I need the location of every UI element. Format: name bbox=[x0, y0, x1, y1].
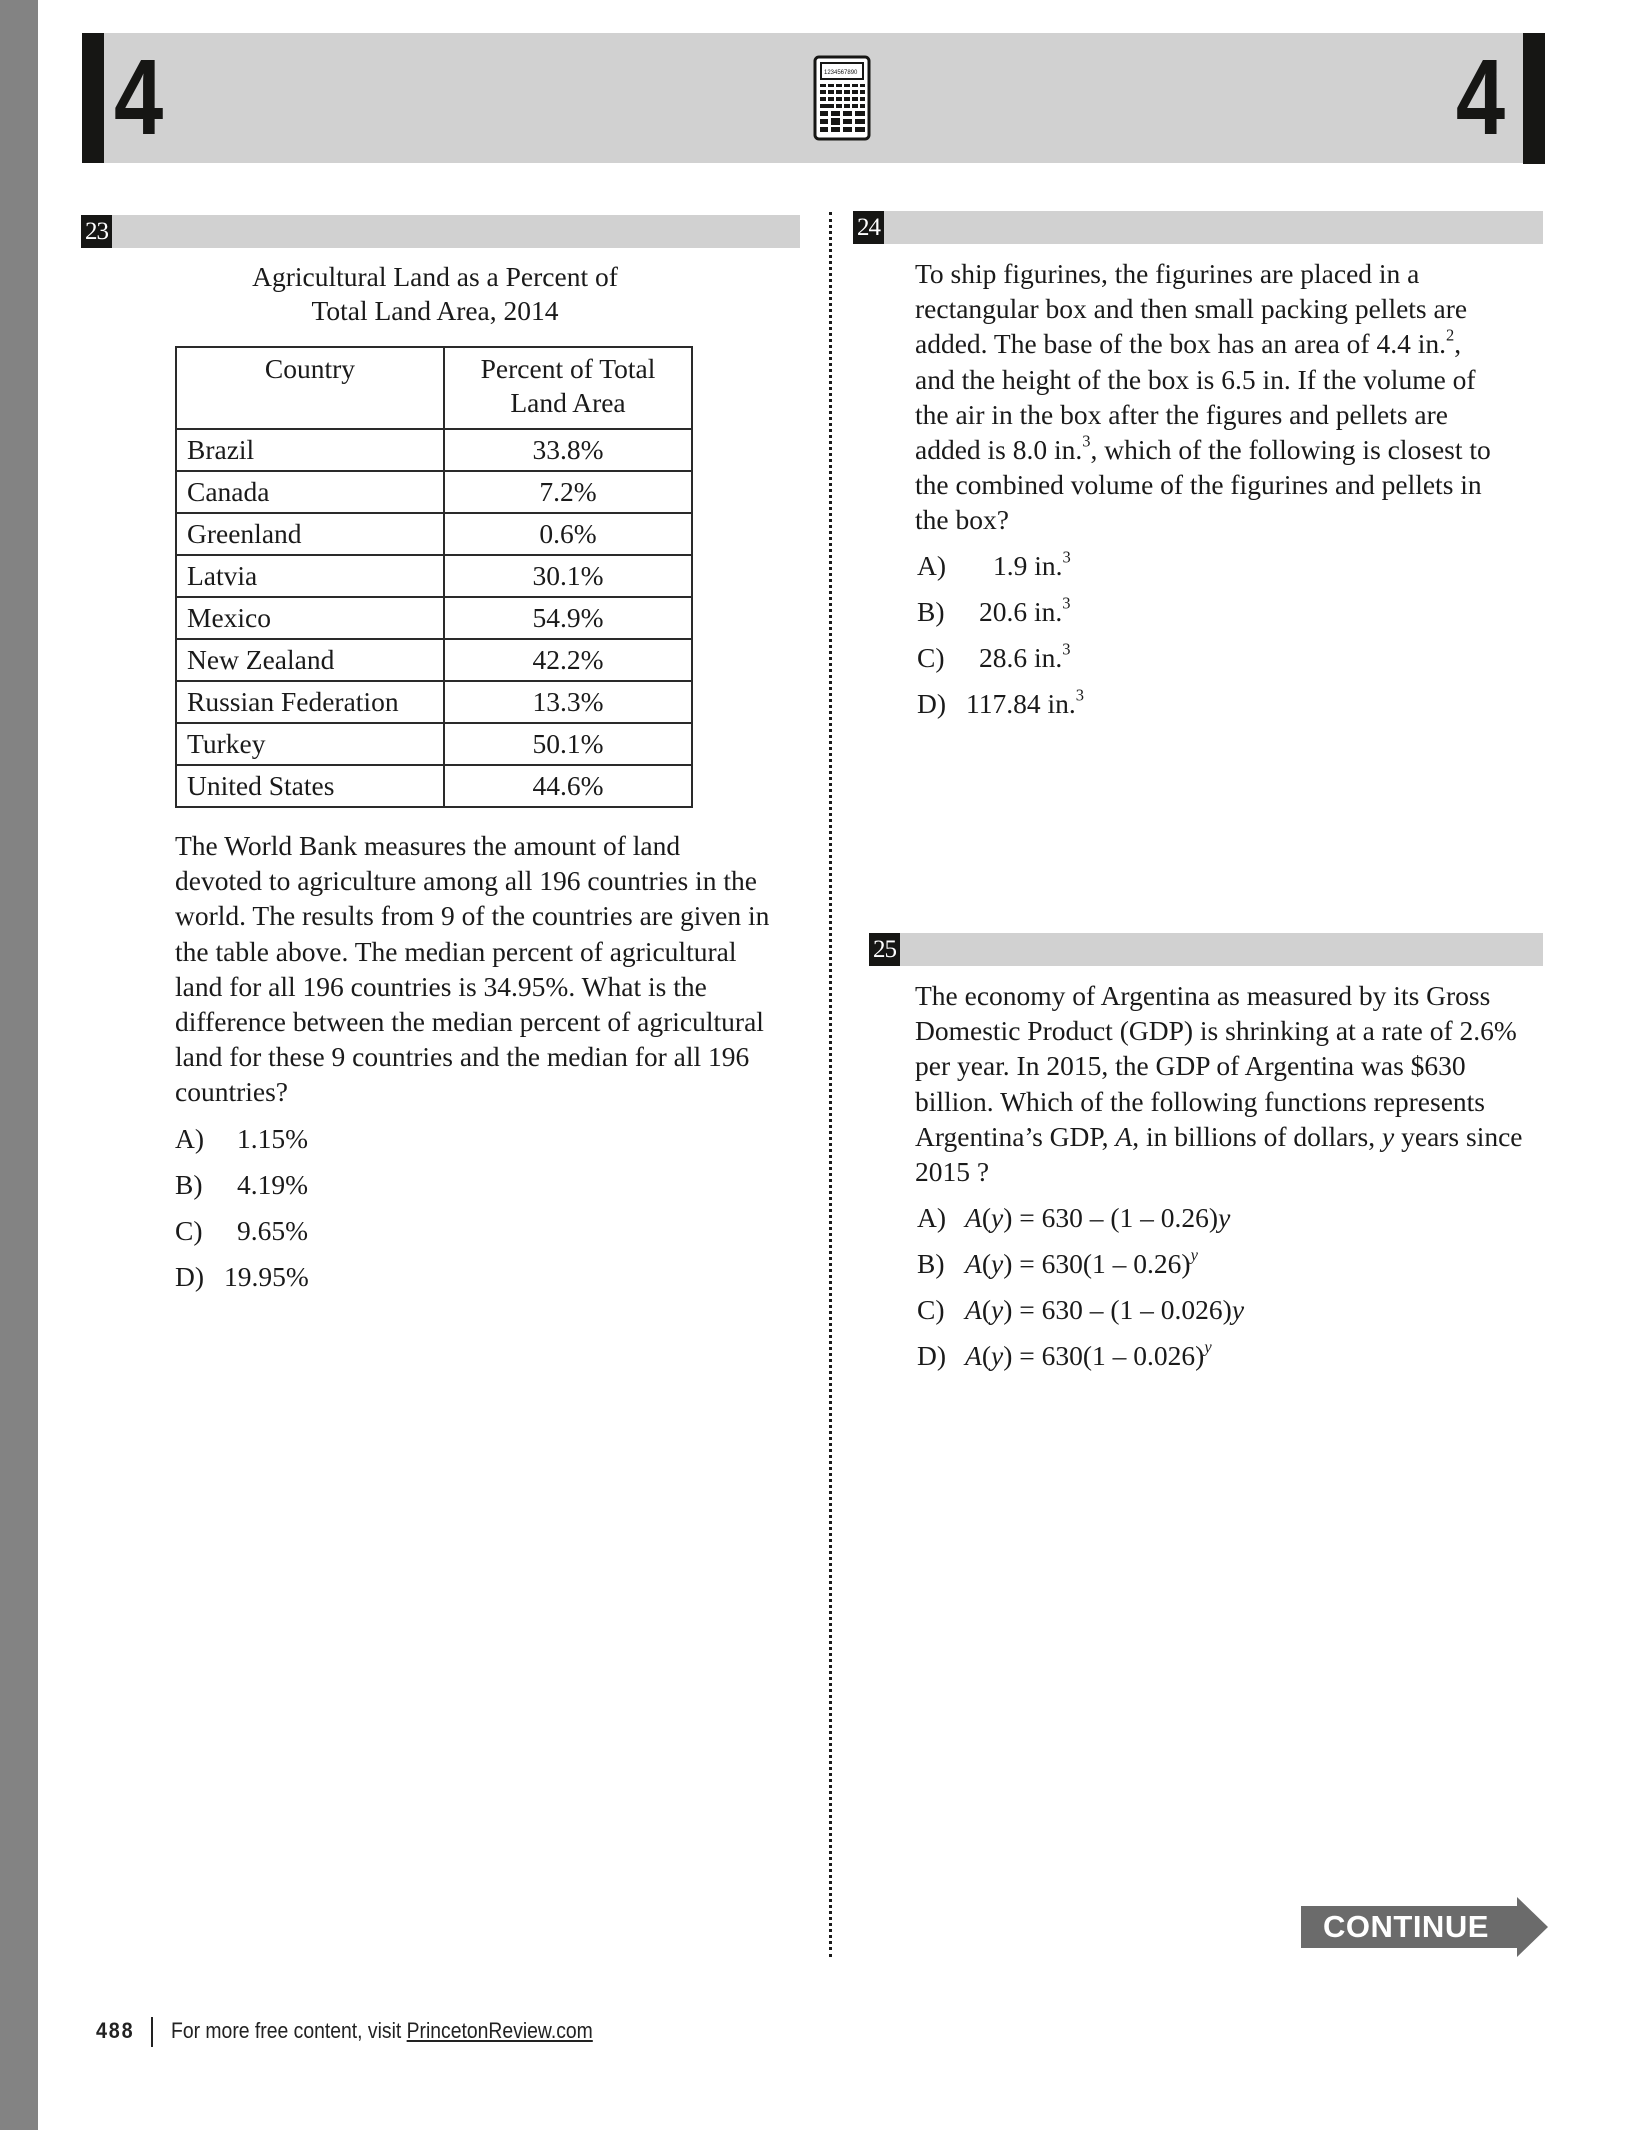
variable: A bbox=[965, 1202, 982, 1233]
page-footer bbox=[96, 2014, 650, 2048]
stem-line bbox=[915, 432, 1555, 467]
exponent: y bbox=[1190, 1245, 1198, 1265]
stem-line: per year. In 2015, the GDP of Argentina was $630 bbox=[915, 1050, 1466, 1082]
answer-choice-b[interactable] bbox=[917, 1241, 1417, 1287]
variable: y bbox=[990, 1248, 1004, 1279]
question-24-bar bbox=[853, 211, 1543, 244]
answer-choice-c[interactable] bbox=[917, 635, 1217, 681]
column-header-percent bbox=[444, 347, 692, 429]
variable: y bbox=[990, 1202, 1004, 1233]
percent-cell: 7.2% bbox=[444, 471, 692, 513]
answer-choice-a[interactable] bbox=[917, 543, 1217, 589]
country-cell: Latvia bbox=[176, 555, 444, 597]
question-23-bar bbox=[81, 215, 800, 248]
superscript: 2 bbox=[1445, 326, 1455, 346]
variable: A bbox=[965, 1248, 982, 1279]
stem-text: Argentina’s GDP, bbox=[915, 1120, 1116, 1152]
answer-choice-a[interactable] bbox=[917, 1195, 1417, 1241]
answer-choice-d[interactable] bbox=[917, 1333, 1417, 1379]
table-row bbox=[176, 765, 692, 807]
country-cell: United States bbox=[176, 765, 444, 807]
country-cell: Greenland bbox=[176, 513, 444, 555]
choice-value bbox=[993, 543, 1071, 589]
variable: y bbox=[1382, 1120, 1395, 1152]
choice-letter: C) bbox=[917, 642, 945, 673]
answer-choice-d[interactable] bbox=[175, 1254, 475, 1300]
choice-value: 19.95% bbox=[224, 1261, 309, 1292]
question-25-choices bbox=[917, 1195, 1417, 1379]
agricultural-land-table bbox=[175, 346, 693, 808]
stem-text: added is 8.0 in. bbox=[915, 434, 1083, 466]
stem-line: rectangular box and then small packing pellets are bbox=[915, 293, 1468, 325]
stem-line: world. The results from 9 of the countries are given in bbox=[175, 900, 770, 932]
superscript: 3 bbox=[1062, 593, 1071, 613]
choice-value: 4.19% bbox=[237, 1169, 309, 1200]
question-25-stem bbox=[915, 978, 1555, 1189]
table-row bbox=[176, 429, 692, 471]
table-row bbox=[176, 471, 692, 513]
choice-letter: B) bbox=[917, 1248, 945, 1279]
stem-line: The World Bank measures the amount of land bbox=[175, 830, 681, 861]
stem-line: land for all 196 countries is 34.95%. What is the bbox=[175, 970, 707, 1002]
stem-line: devoted to agriculture among all 196 countries in the bbox=[175, 865, 757, 897]
stem-line: billion. Which of the following functions represents bbox=[915, 1085, 1486, 1117]
stem-line: 2015 ? bbox=[915, 1156, 990, 1188]
svg-text:1234567890: 1234567890 bbox=[824, 70, 858, 76]
column-header-country: Country bbox=[176, 347, 444, 429]
variable: A bbox=[965, 1294, 982, 1325]
country-cell: Turkey bbox=[176, 723, 444, 765]
princeton-review-link[interactable]: PrincetonReview.com bbox=[406, 2018, 593, 2043]
column-divider bbox=[829, 212, 832, 1957]
answer-choice-b[interactable] bbox=[917, 589, 1217, 635]
section-header-band bbox=[82, 33, 1545, 163]
stem-line: and the height of the box is 6.5 in. If the volume of bbox=[915, 363, 1476, 395]
calculator-icon bbox=[813, 55, 871, 141]
footer-promo-text: For more free content, visit bbox=[170, 2018, 407, 2043]
expression: = 630(1 – 0.026) bbox=[1012, 1340, 1205, 1371]
stem-line: countries? bbox=[175, 1076, 289, 1108]
percent-cell: 44.6% bbox=[444, 765, 692, 807]
table-row bbox=[176, 681, 692, 723]
variable: y bbox=[1231, 1294, 1245, 1325]
percent-cell: 54.9% bbox=[444, 597, 692, 639]
choice-letter: A) bbox=[917, 1202, 947, 1233]
expression: = 630(1 – 0.26) bbox=[1012, 1248, 1191, 1279]
question-25-bar bbox=[869, 933, 1543, 966]
stem-line: the combined volume of the figurines and pellets in bbox=[915, 469, 1482, 501]
country-cell: Brazil bbox=[176, 429, 444, 471]
choice-value: A(y) = 630 – (1 – 0.026)y bbox=[965, 1294, 1245, 1325]
table-row bbox=[176, 555, 692, 597]
question-number-24: 24 bbox=[853, 211, 884, 244]
choice-letter: A) bbox=[917, 550, 947, 581]
superscript: 3 bbox=[1062, 639, 1071, 659]
table-header-row bbox=[176, 347, 692, 429]
page-edge-strip bbox=[0, 0, 38, 2130]
table-row bbox=[176, 597, 692, 639]
stem-line: the table above. The median percent of agricultural bbox=[175, 935, 737, 967]
expression: = 630 – (1 – 0.026) bbox=[1012, 1294, 1232, 1325]
choice-letter: B) bbox=[917, 596, 945, 627]
choice-letter: D) bbox=[917, 688, 947, 719]
country-cell: Mexico bbox=[176, 597, 444, 639]
variable: y bbox=[990, 1294, 1004, 1325]
question-24-stem bbox=[915, 256, 1555, 538]
stem-line: the air in the box after the figures and pellets are bbox=[915, 398, 1448, 430]
variable: A bbox=[965, 1340, 982, 1371]
question-23-choices bbox=[175, 1116, 475, 1300]
choice-letter: D) bbox=[175, 1261, 205, 1292]
table-row bbox=[176, 513, 692, 555]
table-row bbox=[176, 723, 692, 765]
choice-value bbox=[979, 589, 1071, 635]
choice-letter: C) bbox=[175, 1215, 203, 1246]
stem-text: , which of the following is closest to bbox=[1090, 434, 1491, 466]
footer-separator bbox=[151, 2017, 153, 2047]
question-23-stem bbox=[175, 828, 815, 1110]
percent-cell: 30.1% bbox=[444, 555, 692, 597]
choice-text: 117.84 in. bbox=[966, 688, 1076, 719]
choice-value: A(y) = 630 – (1 – 0.26)y bbox=[965, 1202, 1231, 1233]
country-cell: Canada bbox=[176, 471, 444, 513]
continue-arrow bbox=[1301, 1897, 1548, 1957]
column-header-percent-line-2: Land Area bbox=[510, 387, 626, 418]
choice-text: 1.9 in. bbox=[993, 550, 1063, 581]
stem-line: difference between the median percent of agricultural bbox=[175, 1006, 764, 1038]
page-number: 488 bbox=[96, 2018, 135, 2043]
variable: A bbox=[1115, 1120, 1133, 1152]
stem-line: the box? bbox=[915, 504, 1009, 536]
stem-line bbox=[915, 326, 1555, 361]
superscript: 3 bbox=[1062, 547, 1071, 567]
section-number-left: 4 bbox=[114, 36, 164, 157]
stem-line: To ship figurines, the figurines are placed in a bbox=[915, 258, 1420, 289]
choice-text: 28.6 in. bbox=[979, 642, 1063, 673]
answer-choice-c[interactable] bbox=[917, 1287, 1417, 1333]
choice-text: 20.6 in. bbox=[979, 596, 1063, 627]
choice-letter: B) bbox=[175, 1169, 203, 1200]
variable: y bbox=[1218, 1202, 1231, 1233]
percent-cell: 33.8% bbox=[444, 429, 692, 471]
answer-choice-a[interactable] bbox=[175, 1116, 475, 1162]
stem-text: added. The base of the box has an area of 4.4 in. bbox=[915, 328, 1446, 360]
superscript: 3 bbox=[1082, 431, 1091, 451]
choice-value: 1.15% bbox=[237, 1123, 309, 1154]
expression: = 630 – (1 – 0.26) bbox=[1012, 1202, 1219, 1233]
choice-letter: A) bbox=[175, 1123, 205, 1154]
stem-text: , in billions of dollars, bbox=[1132, 1120, 1383, 1152]
stem-line: The economy of Argentina as measured by its Gross bbox=[915, 980, 1491, 1011]
question-number-23: 23 bbox=[81, 215, 112, 248]
choice-value: A(y) = 630(1 – 0.26)$^y$ bbox=[965, 1245, 1198, 1279]
choice-value: A(y) = 630(1 – 0.026)$^y$ bbox=[965, 1337, 1212, 1371]
choice-letter: C) bbox=[917, 1294, 945, 1325]
continue-label: CONTINUE bbox=[1323, 1909, 1489, 1944]
stem-line bbox=[915, 1119, 1555, 1154]
footer-text bbox=[171, 2014, 593, 2048]
choice-value bbox=[979, 635, 1071, 681]
percent-cell: 13.3% bbox=[444, 681, 692, 723]
stem-line: land for these 9 countries and the median for all 196 bbox=[175, 1041, 750, 1073]
percent-cell: 50.1% bbox=[444, 723, 692, 765]
choice-value bbox=[966, 681, 1084, 727]
choice-letter: D) bbox=[917, 1340, 947, 1371]
stem-line: Domestic Product (GDP) is shrinking at a rate of 2.6% bbox=[915, 1015, 1517, 1047]
country-cell: Russian Federation bbox=[176, 681, 444, 723]
answer-choice-b[interactable] bbox=[175, 1162, 475, 1208]
table-title-line-2: Total Land Area, 2014 bbox=[311, 295, 559, 326]
table-row bbox=[176, 639, 692, 681]
header-bar-left bbox=[82, 33, 104, 163]
question-24-choices bbox=[917, 543, 1217, 727]
answer-choice-d[interactable] bbox=[917, 681, 1217, 727]
variable: y bbox=[990, 1340, 1004, 1371]
country-cell: New Zealand bbox=[176, 639, 444, 681]
question-number-25: 25 bbox=[869, 933, 900, 966]
choice-value: 9.65% bbox=[237, 1215, 309, 1246]
percent-cell: 42.2% bbox=[444, 639, 692, 681]
column-header-percent-line-1: Percent of Total bbox=[480, 353, 656, 384]
table-title-line-1: Agricultural Land as a Percent of bbox=[252, 261, 618, 292]
stem-text: , bbox=[1454, 328, 1462, 360]
table-title bbox=[175, 260, 695, 328]
stem-text: years since bbox=[1394, 1120, 1523, 1152]
percent-cell: 0.6% bbox=[444, 513, 692, 555]
section-number-right: 4 bbox=[1455, 36, 1505, 157]
superscript: 3 bbox=[1075, 685, 1084, 705]
exponent: y bbox=[1204, 1337, 1212, 1357]
answer-choice-c[interactable] bbox=[175, 1208, 475, 1254]
header-bar-right bbox=[1523, 33, 1545, 164]
